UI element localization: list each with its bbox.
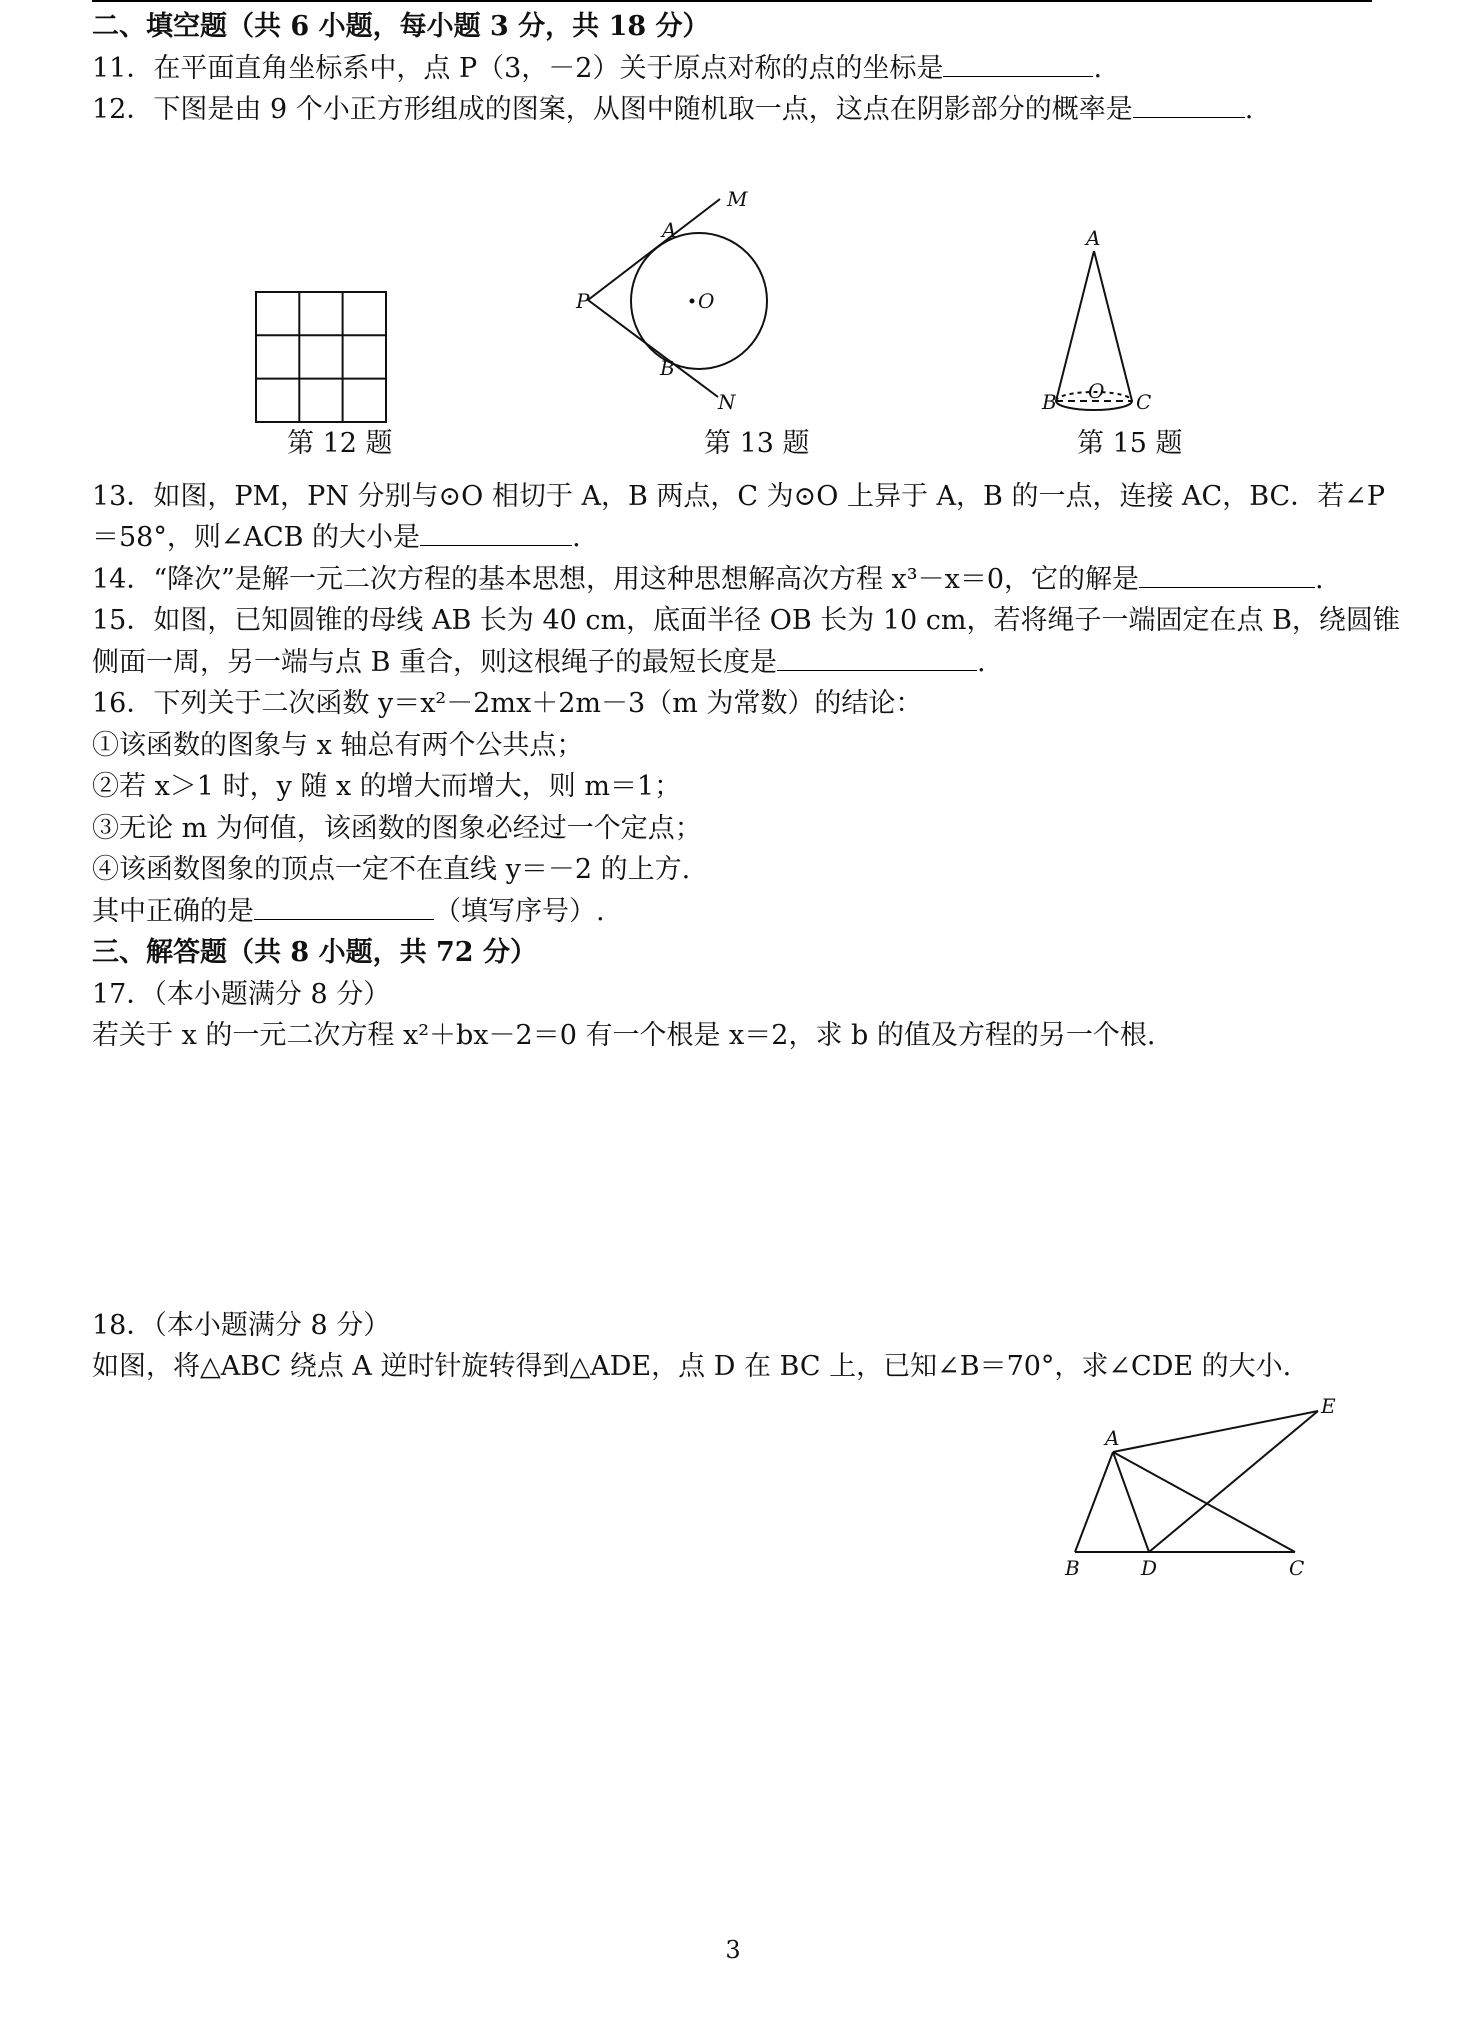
question-13-line2 <box>92 517 1374 559</box>
caption-12: 第 12 题 <box>287 427 393 459</box>
exam-page <box>92 6 1400 1388</box>
question-16 <box>92 683 1374 725</box>
q13-text-1: 如图，PM，PN 分别与⊙O 相切于 A，B 两点，C 为⊙O 上异于 A，B 的一点，连接 AC，BC．若∠P <box>153 480 1386 512</box>
section-3-title: 三、解答题（共 8 小题，共 72 分） <box>92 937 537 968</box>
q15-text-1: 如图，已知圆锥的母线 AB 长为 40 cm，底面半径 OB 长为 10 cm，若将绳子一端固定在点 B，绕圆锥 <box>153 605 1400 636</box>
fig13-label-B: B <box>660 355 675 380</box>
question-12 <box>92 89 1374 131</box>
section-2-title: 二、填空题（共 6 小题，每小题 3 分，共 18 分） <box>92 11 710 42</box>
q16-item-4: ④该函数图象的顶点一定不在直线 y＝－2 的上方. <box>92 854 691 885</box>
fig18-label-E: E <box>1321 1394 1336 1418</box>
figure-12-grid <box>255 291 391 427</box>
fig13-label-A: A <box>662 217 677 242</box>
q14-text: “降次”是解一元二次方程的基本思想，用这种思想解高次方程 x³－x＝0，它的解是 <box>153 563 1140 595</box>
q18-text: 如图，将△ABC 绕点 A 逆时针旋转得到△ADE，点 D 在 BC 上，已知∠B＝70°，求∠CDE 的大小. <box>92 1351 1292 1382</box>
q13-number: 13． <box>92 480 154 512</box>
q14-number: 14． <box>92 563 154 595</box>
q16-item-2: ②若 x＞1 时，y 随 x 的增大而增大，则 m＝1； <box>92 771 682 802</box>
figure-15-cone <box>1032 225 1182 421</box>
fig13-label-P: P <box>576 288 590 313</box>
q14-answer-blank[interactable] <box>1139 561 1315 588</box>
fig18-label-B: B <box>1065 1556 1080 1580</box>
q13-end: . <box>572 522 581 553</box>
q15-text-2: 侧面一周，另一端与点 B 重合，则这根绳子的最短长度是 <box>92 646 778 678</box>
fig15-label-A: A <box>1086 225 1101 250</box>
q13-text-2: ＝58°，则∠ACB 的大小是 <box>92 522 421 553</box>
q16-text: 下列关于二次函数 y＝x²－2mx＋2m－3（m 为常数）的结论： <box>153 688 923 719</box>
page-number: 3 <box>725 1936 741 1964</box>
fig15-label-O: O <box>1088 378 1105 403</box>
q16-item-1: ①该函数的图象与 x 轴总有两个公共点； <box>92 729 584 761</box>
q12-answer-blank[interactable] <box>1133 91 1245 118</box>
fig13-label-N: N <box>718 389 736 414</box>
q11-number: 11． <box>92 52 154 84</box>
q16-item-3: ③无论 m 为何值，该函数的图象必经过一个定点； <box>92 812 702 844</box>
q15-number: 15． <box>92 605 154 636</box>
figure-18-triangles <box>1055 1395 1355 1585</box>
q12-text: 下图是由 9 个小正方形组成的图案，从图中随机取一点，这点在阴影部分的概率是 <box>153 94 1133 125</box>
fig18-label-D: D <box>1141 1556 1158 1580</box>
question-14 <box>92 559 1374 601</box>
q14-end: . <box>1315 563 1324 595</box>
fig18-label-C: C <box>1289 1556 1305 1580</box>
q13-answer-blank[interactable] <box>420 519 572 546</box>
q17-answer-space[interactable] <box>92 1057 1374 1305</box>
figure-13-tangents <box>576 186 822 414</box>
q17-heading: 17．（本小题满分 8 分） <box>92 978 391 1010</box>
q12-number: 12． <box>92 94 154 125</box>
fig18-label-A: A <box>1105 1426 1120 1450</box>
q12-end: . <box>1244 94 1254 125</box>
question-15-line2 <box>92 642 1374 684</box>
q16-answer-prefix: 其中正确的是 <box>92 895 254 927</box>
q18-heading: 18．（本小题满分 8 分） <box>92 1309 391 1341</box>
figures-row <box>92 131 1374 476</box>
fig13-label-M: M <box>727 186 748 211</box>
q11-answer-blank[interactable] <box>943 50 1093 77</box>
question-11 <box>92 48 1374 90</box>
q16-answer-line <box>92 891 1374 933</box>
q16-number: 16． <box>92 688 154 719</box>
q17-text: 若关于 x 的一元二次方程 x²＋bx－2＝0 有一个根是 x＝2，求 b 的值及方程的另一个根. <box>92 1020 1156 1051</box>
q15-answer-blank[interactable] <box>777 644 977 671</box>
q16-answer-suffix: （填写序号）. <box>434 895 605 927</box>
header-rule <box>92 0 1372 2</box>
q11-end: . <box>1093 52 1103 84</box>
q11-text: 在平面直角坐标系中，点 P（3，－2）关于原点对称的点的坐标是 <box>153 52 944 84</box>
question-13-line1 <box>92 476 1386 518</box>
caption-13: 第 13 题 <box>704 427 810 459</box>
q15-end: . <box>977 646 986 678</box>
fig15-label-B: B <box>1042 389 1057 414</box>
fig15-label-C: C <box>1136 389 1152 414</box>
q16-answer-blank[interactable] <box>254 893 434 920</box>
fig13-label-O: O <box>698 288 715 313</box>
caption-15: 第 15 题 <box>1077 427 1183 459</box>
question-15-line1 <box>92 600 1400 642</box>
